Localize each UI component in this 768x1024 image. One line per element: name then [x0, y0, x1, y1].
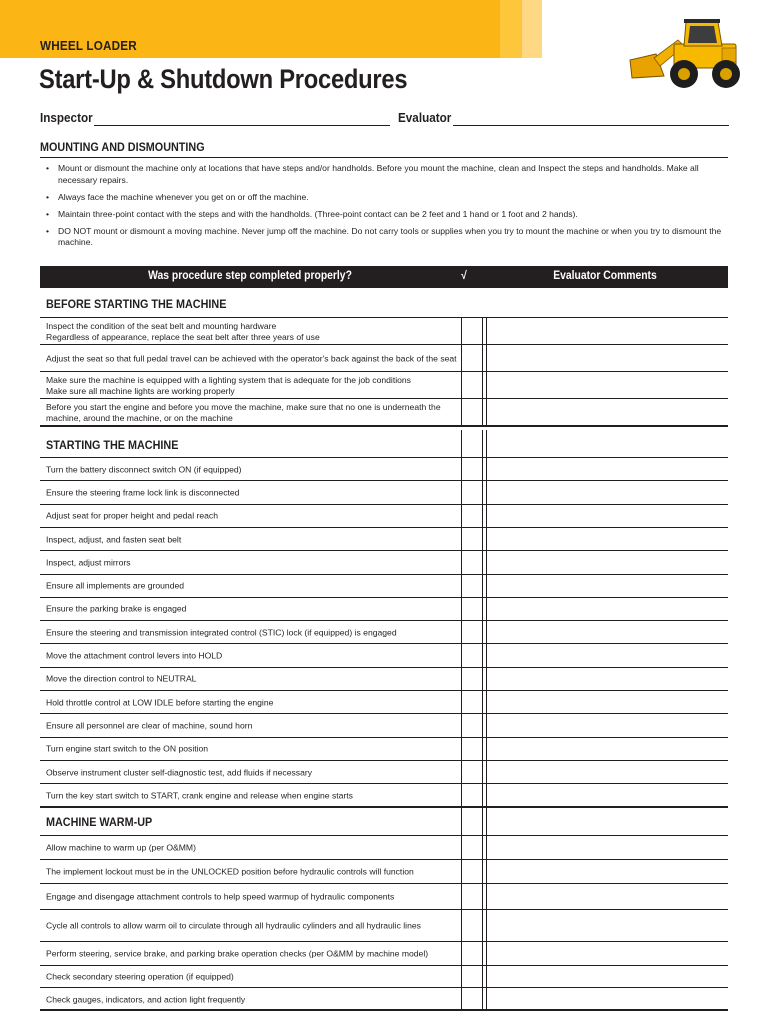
- procedure-step-text: Hold throttle control at LOW IDLE before starting the engine: [46, 697, 274, 708]
- completion-checkbox[interactable]: [461, 551, 483, 574]
- document-category: WHEEL LOADER: [40, 38, 137, 53]
- procedure-step-text: The implement lockout must be in the UNLOCKED position before hydraulic controls will function: [46, 866, 414, 877]
- procedure-step-text: Ensure the steering and transmission integrated control (STIC) lock (if equipped) is engaged: [46, 627, 397, 638]
- document-title: Start-Up & Shutdown Procedures: [39, 64, 408, 94]
- list-item: • DO NOT mount or dismount a moving machine. Never jump off the machine. Do not carry tools or supplies when you try to mount the machine or when you try to dismount the machine.: [46, 225, 722, 247]
- section-heading: [40, 430, 728, 457]
- completion-checkbox[interactable]: [461, 691, 483, 714]
- completion-checkbox[interactable]: [461, 458, 483, 481]
- evaluator-comment-field[interactable]: [486, 399, 728, 427]
- table-row: [40, 574, 728, 598]
- section-heading-cells: [40, 430, 728, 457]
- section-heading: [40, 289, 728, 317]
- evaluator-comment-field[interactable]: [486, 966, 728, 988]
- completion-checkbox[interactable]: [461, 528, 483, 551]
- table-row: [40, 371, 728, 399]
- procedure-step-text: Adjust seat for proper height and pedal reach: [46, 510, 218, 521]
- header-band-accent-light: [522, 0, 542, 58]
- table-row: [40, 883, 728, 910]
- table-row: [40, 690, 728, 714]
- list-item: • Maintain three-point contact with the steps and with the handholds. (Three-point contact can be 2 feet and 1 hand or 1 foot and 2 hands).: [46, 208, 578, 219]
- completion-checkbox[interactable]: [461, 621, 483, 644]
- evaluator-comment-field[interactable]: [486, 458, 728, 481]
- procedure-step-text: Check gauges, indicators, and action light frequently: [46, 994, 246, 1004]
- completion-checkbox[interactable]: [461, 318, 483, 345]
- table-row: [40, 597, 728, 621]
- check-box-cell: [461, 430, 483, 457]
- evaluator-comment-field[interactable]: [486, 714, 728, 737]
- table-row: [40, 783, 728, 807]
- checklist-table-header: [40, 266, 728, 288]
- completion-checkbox[interactable]: [461, 784, 483, 807]
- completion-checkbox[interactable]: [461, 575, 483, 598]
- procedure-step-text: Ensure all implements are grounded: [46, 580, 185, 591]
- procedure-step-text: Observe instrument cluster self-diagnostic test, add fluids if necessary: [46, 767, 313, 778]
- header-band-accent: [500, 0, 522, 58]
- evaluator-comment-field[interactable]: [486, 551, 728, 574]
- table-row: [40, 941, 728, 966]
- completion-checkbox[interactable]: [461, 668, 483, 691]
- check-box-cell: [461, 807, 483, 835]
- table-row: [40, 317, 728, 345]
- evaluator-comment-field[interactable]: [486, 668, 728, 691]
- completion-checkbox[interactable]: [461, 966, 483, 988]
- procedure-step-text: Turn the battery disconnect switch ON (if equipped): [46, 464, 242, 475]
- completion-checkbox[interactable]: [461, 345, 483, 372]
- completion-checkbox[interactable]: [461, 644, 483, 667]
- completion-checkbox[interactable]: [461, 505, 483, 528]
- wheel-loader-illustration: [626, 14, 746, 90]
- completion-checkbox[interactable]: [461, 884, 483, 910]
- completion-checkbox[interactable]: [461, 714, 483, 737]
- section-divider: [40, 157, 728, 158]
- section-heading-label: STARTING THE MACHINE: [46, 438, 179, 452]
- table-row: [40, 344, 728, 372]
- section-end-rule: [40, 425, 728, 427]
- table-row: [40, 737, 728, 761]
- inspector-label: Inspector: [40, 110, 93, 125]
- procedure-step-text: Ensure all personnel are clear of machine, sound horn: [46, 720, 253, 731]
- procedure-step-text: Cycle all controls to allow warm oil to circulate through all hydraulic cylinders and all hydraulic lines: [46, 920, 421, 931]
- evaluator-comment-field[interactable]: [486, 836, 728, 860]
- procedure-step-text: Perform steering, service brake, and parking brake operation checks (per O&MM by machine model): [46, 948, 429, 959]
- evaluator-comment-field[interactable]: [486, 860, 728, 884]
- table-row: [40, 835, 728, 860]
- evaluator-comment-field[interactable]: [486, 372, 728, 399]
- evaluator-label: Evaluator: [398, 110, 452, 125]
- evaluator-comment-field[interactable]: [486, 505, 728, 528]
- comment-cell: [486, 807, 728, 835]
- comments-column-header: Evaluator Comments: [553, 270, 657, 282]
- signature-row: [40, 110, 730, 128]
- table-row: [40, 760, 728, 784]
- evaluator-comment-field[interactable]: [486, 761, 728, 784]
- completion-checkbox[interactable]: [461, 761, 483, 784]
- procedure-step-text: Ensure the parking brake is engaged: [46, 603, 187, 614]
- inspector-signature-line[interactable]: [94, 125, 390, 126]
- procedure-step-text: Turn the key start switch to START, crank engine and release when engine starts: [46, 790, 353, 801]
- section-heading: [40, 807, 728, 835]
- evaluator-comment-field[interactable]: [486, 738, 728, 761]
- evaluator-comment-field[interactable]: [486, 575, 728, 598]
- evaluator-comment-field[interactable]: [486, 345, 728, 372]
- completion-checkbox[interactable]: [461, 988, 483, 1011]
- evaluator-comment-field[interactable]: [486, 784, 728, 807]
- procedure-step-text: Check secondary steering operation (if equipped): [46, 971, 234, 982]
- table-row: [40, 987, 728, 1011]
- completion-checkbox[interactable]: [461, 942, 483, 966]
- mounting-bullet-list: [44, 163, 724, 254]
- procedure-step-text: Ensure the steering frame lock link is disconnected: [46, 487, 240, 498]
- check-column-header: √: [461, 270, 467, 282]
- completion-checkbox[interactable]: [461, 910, 483, 942]
- completion-checkbox[interactable]: [461, 399, 483, 427]
- table-row: [40, 713, 728, 737]
- table-row: [40, 527, 728, 551]
- completion-checkbox[interactable]: [461, 481, 483, 504]
- table-row: [40, 550, 728, 574]
- table-row: [40, 859, 728, 884]
- procedure-step-text: Inspect the condition of the seat belt and mounting hardware Regardless of appearance, replace the seat belt after three years of use: [46, 320, 320, 342]
- evaluator-signature-line[interactable]: [453, 125, 729, 126]
- completion-checkbox[interactable]: [461, 860, 483, 884]
- evaluator-comment-field[interactable]: [486, 942, 728, 966]
- procedure-step-text: Move the attachment control levers into HOLD: [46, 650, 223, 661]
- procedure-step-text: Before you start the engine and before you move the machine, make sure that no one is underneath the machine, around the machine, or on the machine: [46, 402, 441, 423]
- table-row: [40, 909, 728, 942]
- comment-cell: [486, 430, 728, 457]
- evaluator-comment-field[interactable]: [486, 481, 728, 504]
- procedure-step-text: Allow machine to warm up (per O&MM): [46, 842, 196, 853]
- evaluator-comment-field[interactable]: [486, 988, 728, 1011]
- section-end-rule: [40, 1009, 728, 1011]
- procedure-step-text: Move the direction control to NEUTRAL: [46, 673, 197, 684]
- evaluator-comment-field[interactable]: [486, 644, 728, 667]
- mounting-heading: MOUNTING AND DISMOUNTING: [40, 140, 205, 154]
- section-heading-cells: [40, 807, 728, 835]
- table-row: [40, 643, 728, 667]
- procedure-step-text: Adjust the seat so that full pedal travel can be achieved with the operator's back against the back of the seat: [46, 353, 457, 363]
- table-row: [40, 667, 728, 691]
- evaluator-comment-field[interactable]: [486, 598, 728, 621]
- table-row: [40, 504, 728, 528]
- question-column-header: Was procedure step completed properly?: [148, 270, 352, 282]
- section-heading-label: BEFORE STARTING THE MACHINE: [46, 297, 227, 311]
- evaluator-comment-field[interactable]: [486, 910, 728, 942]
- evaluator-comment-field[interactable]: [486, 528, 728, 551]
- procedure-step-text: Inspect, adjust, and fasten seat belt: [46, 534, 182, 545]
- table-row: [40, 480, 728, 504]
- completion-checkbox[interactable]: [461, 738, 483, 761]
- evaluator-comment-field[interactable]: [486, 691, 728, 714]
- table-row: [40, 620, 728, 644]
- completion-checkbox[interactable]: [461, 836, 483, 860]
- table-row: [40, 965, 728, 988]
- procedure-step-text: Turn engine start switch to the ON position: [46, 743, 209, 754]
- evaluator-comment-field[interactable]: [486, 884, 728, 910]
- table-row: [40, 398, 728, 427]
- list-item: • Mount or dismount the machine only at locations that have steps and/or handholds. Before you mount the machine, clean and Inspect the steps and handholds. Make all necessary repairs.: [46, 163, 699, 185]
- completion-checkbox[interactable]: [461, 598, 483, 621]
- section-heading-label: MACHINE WARM-UP: [46, 815, 153, 829]
- list-item: • Always face the machine whenever you get on or off the machine.: [46, 191, 309, 202]
- procedure-step-text: Make sure the machine is equipped with a lighting system that is adequate for the job conditions Make sure all machine lights are working properly: [46, 374, 411, 396]
- evaluator-comment-field[interactable]: [486, 318, 728, 345]
- completion-checkbox[interactable]: [461, 372, 483, 399]
- procedure-step-text: Inspect, adjust mirrors: [46, 557, 131, 568]
- table-row: [40, 457, 728, 481]
- procedure-step-text: Engage and disengage attachment controls to help speed warmup of hydraulic components: [46, 891, 395, 902]
- evaluator-comment-field[interactable]: [486, 621, 728, 644]
